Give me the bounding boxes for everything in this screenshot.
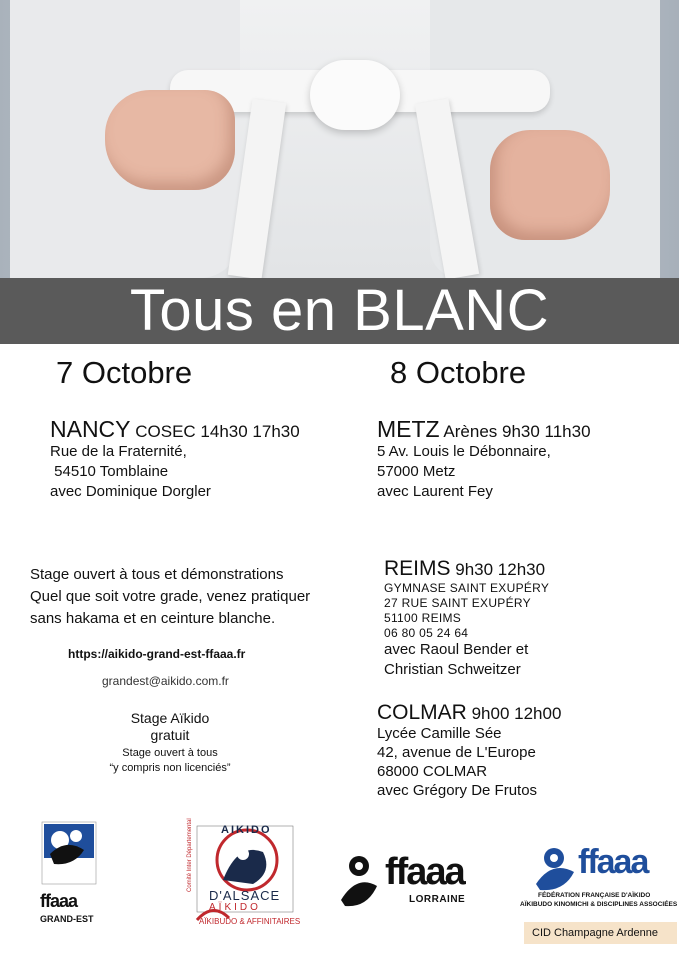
- colmar-time: 9h00 12h00: [471, 704, 562, 723]
- nancy-address: [50, 442, 211, 502]
- metz-city: METZ: [377, 416, 440, 442]
- hero-photo: [0, 0, 679, 278]
- alsace-sub-text: AÏKIDO: [209, 902, 261, 913]
- nancy-address-line: 54510 Tomblaine: [50, 463, 169, 480]
- metz-address: [377, 442, 551, 502]
- metz-heading: [377, 416, 591, 443]
- cid-label: CID Champagne Ardenne: [524, 922, 677, 944]
- date-day2: 8 Octobre: [390, 355, 527, 390]
- logo-text: ffaaa: [385, 851, 464, 893]
- stage-title: Stage Aïkido: [130, 710, 210, 726]
- logo-alsace: [183, 818, 301, 932]
- alsace-side-text: Comité Inter Départemental: [187, 818, 193, 892]
- website-link[interactable]: https://aikido-grand-est-ffaaa.fr: [68, 647, 246, 661]
- logo-text: ffaaa: [578, 843, 648, 881]
- colmar-address-line: Lycée Camille Sée: [377, 725, 502, 742]
- logo-caption: LORRAINE: [409, 894, 466, 905]
- ffaaa-emblem-icon: [337, 850, 381, 910]
- reims-address-line: 27 RUE SAINT EXUPÉRY: [384, 596, 531, 610]
- ffaaa-emblem-icon: [40, 820, 100, 888]
- reims-time: 9h30 12h30: [455, 560, 546, 579]
- colmar-address-line: 42, avenue de L'Europe: [377, 744, 536, 761]
- alsace-seal-icon: [183, 822, 301, 932]
- logo-federation: [520, 842, 678, 918]
- free-stage-block: [70, 710, 270, 776]
- logo-ffaaa-lorraine: [337, 850, 477, 910]
- alsace-bottom-text: AÏKIBUDO & AFFINITAIRES: [199, 917, 301, 926]
- stage-subtitle: gratuit: [150, 727, 190, 743]
- date-day1: 7 Octobre: [56, 355, 193, 390]
- colmar-teacher: avec Grégory De Frutos: [377, 782, 538, 799]
- logo-caption: GRAND-EST: [40, 914, 94, 924]
- colmar-heading: [377, 701, 561, 725]
- colmar-address: [377, 724, 537, 800]
- nancy-venue-time: COSEC 14h30 17h30: [135, 422, 300, 441]
- metz-venue-time: Arènes 9h30 11h30: [443, 422, 591, 441]
- colmar-city: COLMAR: [377, 701, 467, 724]
- reims-teacher-line: avec Raoul Bender et: [384, 641, 529, 658]
- nancy-heading: [50, 416, 300, 443]
- reims-address-line: GYMNASE SAINT EXUPÉRY: [384, 581, 550, 595]
- nancy-city: NANCY: [50, 416, 131, 442]
- alsace-top-text: AIKIDO: [221, 824, 272, 836]
- reims-heading: [384, 557, 545, 581]
- metz-teacher: avec Laurent Fey: [377, 483, 493, 500]
- hand-left: [105, 90, 235, 190]
- reims-teacher-line: Christian Schweitzer: [384, 661, 521, 678]
- email-link[interactable]: grandest@aikido.com.fr: [102, 674, 229, 688]
- page-title: Tous en BLANC: [129, 278, 550, 343]
- stage-description: [30, 564, 310, 630]
- ffaaa-emblem-icon: [534, 844, 578, 892]
- description-line: Quel que soit votre grade, venez pratiquer: [30, 588, 311, 605]
- alsace-mid-text: D'ALSACE: [209, 888, 281, 903]
- belt-knot: [310, 60, 400, 130]
- federation-line1: FÉDÉRATION FRANÇAISE D'AÏKIDO: [538, 892, 651, 899]
- metz-address-line: 5 Av. Louis le Débonnaire,: [377, 443, 551, 460]
- reims-teachers: [384, 640, 528, 680]
- logo-text: ffaaa: [40, 891, 78, 911]
- logo-ffaaa-grand-est: [40, 820, 100, 930]
- description-line: Stage ouvert à tous et démonstrations: [30, 566, 284, 583]
- stage-note: “y compris non licenciés”: [109, 762, 231, 774]
- description-line: sans hakama et en ceinture blanche.: [30, 610, 276, 627]
- nancy-teacher: avec Dominique Dorgler: [50, 483, 211, 500]
- reims-address-line: 51100 REIMS: [384, 611, 462, 625]
- metz-address-line: 57000 Metz: [377, 463, 456, 480]
- nancy-address-line: Rue de la Fraternité,: [50, 443, 187, 460]
- hand-right: [490, 130, 610, 240]
- federation-line2: AÏKIBUDO KINOMICHI & DISCIPLINES ASSOCIÉES: [520, 901, 678, 908]
- stage-note: Stage ouvert à tous: [122, 747, 218, 759]
- reims-city: REIMS: [384, 557, 451, 580]
- reims-phone: 06 80 05 24 64: [384, 626, 469, 640]
- reims-address: [384, 581, 549, 641]
- colmar-address-line: 68000 COLMAR: [377, 763, 488, 780]
